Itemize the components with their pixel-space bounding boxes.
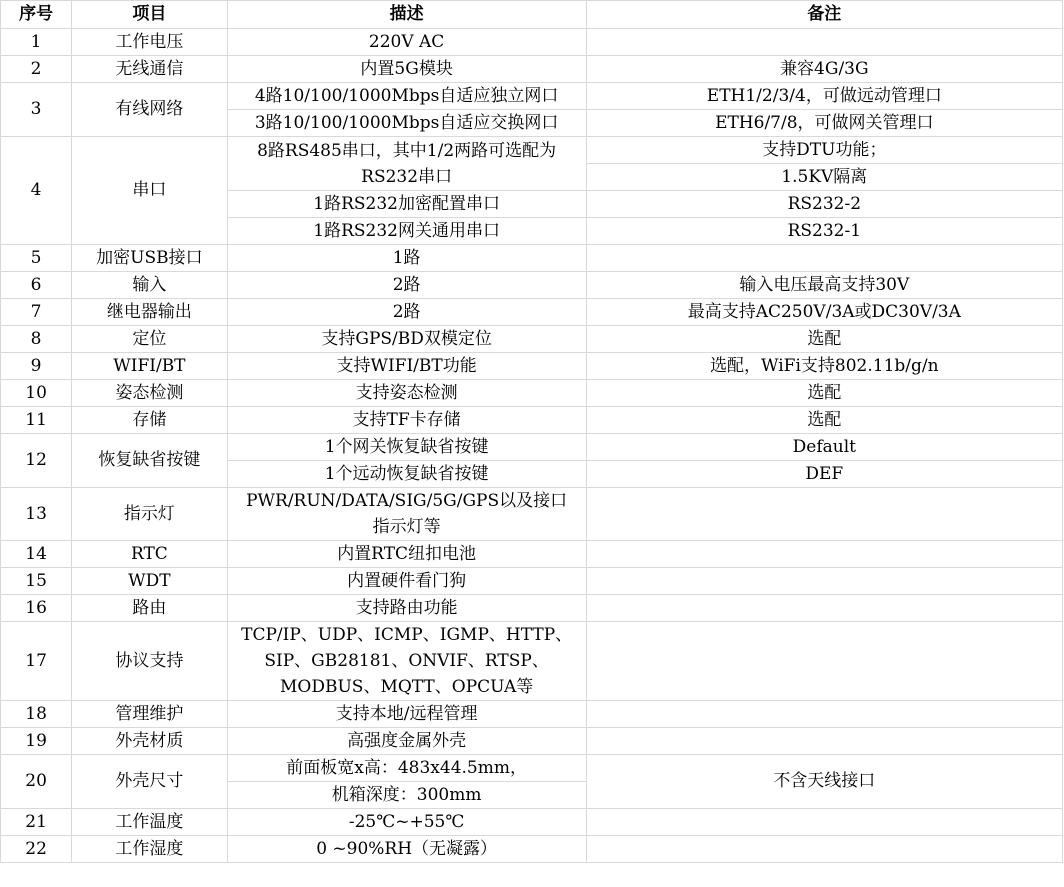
header-row: [1, 1, 1063, 29]
row-item: 串口: [72, 137, 227, 245]
row-note: 兼容4G/3G: [586, 56, 1062, 83]
row-desc: 内置硬件看门狗: [227, 568, 586, 595]
row-no: 21: [1, 809, 72, 836]
row-item: 无线通信: [72, 56, 227, 83]
row-item: 姿态检测: [72, 380, 227, 407]
row-note: [586, 728, 1062, 755]
row-note: [586, 541, 1062, 568]
row-item: 指示灯: [72, 488, 227, 541]
row-desc: 0 ~90%RH（无凝露）: [227, 836, 586, 863]
row-item: 输入: [72, 272, 227, 299]
row-desc: TCP/IP、UDP、ICMP、IGMP、HTTP、 SIP、GB28181、ONVIF、RTSP、 MODBUS、MQTT、OPCUA等: [227, 622, 586, 701]
row-no: 6: [1, 272, 72, 299]
table-row: [1, 353, 1063, 380]
row-desc: 1个网关恢复缺省按键: [227, 434, 586, 461]
row-desc: 高强度金属外壳: [227, 728, 586, 755]
row-note: 支持DTU功能；: [586, 137, 1062, 164]
row-desc: 8路RS485串口，其中1/2两路可选配为 RS232串口: [227, 137, 586, 191]
row-note: [586, 622, 1062, 701]
row-desc: 1路: [227, 245, 586, 272]
row-no: 17: [1, 622, 72, 701]
row-desc: PWR/RUN/DATA/SIG/5G/GPS以及接口 指示灯等: [227, 488, 586, 541]
row-item: 外壳材质: [72, 728, 227, 755]
row-desc: 支持TF卡存储: [227, 407, 586, 434]
row-item: 恢复缺省按键: [72, 434, 227, 488]
table-row: [1, 488, 1063, 541]
header-no: 序号: [1, 1, 72, 29]
table-row: [1, 407, 1063, 434]
table-row: [1, 29, 1063, 56]
row-note: ETH6/7/8，可做网关管理口: [586, 110, 1062, 137]
table-row: [1, 83, 1063, 110]
row-note: Default: [586, 434, 1062, 461]
row-note: DEF: [586, 461, 1062, 488]
row-item: 工作湿度: [72, 836, 227, 863]
row-no: 13: [1, 488, 72, 541]
row-desc: 内置5G模块: [227, 56, 586, 83]
row-item: 协议支持: [72, 622, 227, 701]
row-item: 工作温度: [72, 809, 227, 836]
table-row: [1, 326, 1063, 353]
row-no: 22: [1, 836, 72, 863]
row-no: 14: [1, 541, 72, 568]
header-note: 备注: [586, 1, 1062, 29]
row-note: ETH1/2/3/4，可做远动管理口: [586, 83, 1062, 110]
row-desc: 4路10/100/1000Mbps自适应独立网口: [227, 83, 586, 110]
row-no: 3: [1, 83, 72, 137]
row-desc: 机箱深度：300mm: [227, 782, 586, 809]
row-desc: 220V AC: [227, 29, 586, 56]
row-item: 加密USB接口: [72, 245, 227, 272]
row-desc: 支持WIFI/BT功能: [227, 353, 586, 380]
table-row: [1, 701, 1063, 728]
row-no: 1: [1, 29, 72, 56]
row-note: 选配: [586, 380, 1062, 407]
table-row: [1, 836, 1063, 863]
table-row: [1, 137, 1063, 164]
row-desc: 1路RS232加密配置串口: [227, 191, 586, 218]
row-note: 不含天线接口: [586, 755, 1062, 809]
row-desc: 支持路由功能: [227, 595, 586, 622]
row-no: 4: [1, 137, 72, 245]
row-desc: 1路RS232网关通用串口: [227, 218, 586, 245]
row-note: RS232-1: [586, 218, 1062, 245]
table-row: [1, 245, 1063, 272]
row-item: 路由: [72, 595, 227, 622]
table-row: [1, 622, 1063, 701]
row-no: 9: [1, 353, 72, 380]
table-row: [1, 595, 1063, 622]
table-row: [1, 728, 1063, 755]
row-desc: 3路10/100/1000Mbps自适应交换网口: [227, 110, 586, 137]
row-note: 选配，WiFi支持802.11b/g/n: [586, 353, 1062, 380]
row-no: 12: [1, 434, 72, 488]
row-item: 管理维护: [72, 701, 227, 728]
row-desc: 支持GPS/BD双模定位: [227, 326, 586, 353]
row-note: [586, 488, 1062, 541]
row-desc: 支持本地/远程管理: [227, 701, 586, 728]
row-no: 5: [1, 245, 72, 272]
row-no: 2: [1, 56, 72, 83]
row-note: [586, 701, 1062, 728]
row-no: 16: [1, 595, 72, 622]
row-no: 7: [1, 299, 72, 326]
row-note: RS232-2: [586, 191, 1062, 218]
row-desc: 内置RTC纽扣电池: [227, 541, 586, 568]
row-note: [586, 836, 1062, 863]
row-no: 15: [1, 568, 72, 595]
row-item: 定位: [72, 326, 227, 353]
table-row: [1, 299, 1063, 326]
row-item: WDT: [72, 568, 227, 595]
row-note: 输入电压最高支持30V: [586, 272, 1062, 299]
row-no: 19: [1, 728, 72, 755]
row-desc: 2路: [227, 272, 586, 299]
row-note: 最高支持AC250V/3A或DC30V/3A: [586, 299, 1062, 326]
row-desc: 支持姿态检测: [227, 380, 586, 407]
row-desc: -25℃~+55℃: [227, 809, 586, 836]
row-note: 选配: [586, 407, 1062, 434]
row-item: 有线网络: [72, 83, 227, 137]
row-desc: 前面板宽x高：483x44.5mm，: [227, 755, 586, 782]
table-row: [1, 380, 1063, 407]
row-item: 继电器输出: [72, 299, 227, 326]
table-row: [1, 541, 1063, 568]
table-row: [1, 755, 1063, 782]
row-note: [586, 568, 1062, 595]
table-row: [1, 272, 1063, 299]
row-item: 存储: [72, 407, 227, 434]
table-row: [1, 809, 1063, 836]
row-item: WIFI/BT: [72, 353, 227, 380]
row-note: [586, 245, 1062, 272]
header-item: 项目: [72, 1, 227, 29]
row-no: 8: [1, 326, 72, 353]
row-note: 1.5KV隔离: [586, 164, 1062, 191]
row-no: 10: [1, 380, 72, 407]
row-no: 20: [1, 755, 72, 809]
table-row: [1, 56, 1063, 83]
row-note: [586, 29, 1062, 56]
row-note: 选配: [586, 326, 1062, 353]
table-row: [1, 434, 1063, 461]
row-item: 工作电压: [72, 29, 227, 56]
row-no: 18: [1, 701, 72, 728]
header-desc: 描述: [227, 1, 586, 29]
row-no: 11: [1, 407, 72, 434]
row-note: [586, 809, 1062, 836]
row-desc: 1个远动恢复缺省按键: [227, 461, 586, 488]
row-item: 外壳尺寸: [72, 755, 227, 809]
row-desc: 2路: [227, 299, 586, 326]
row-note: [586, 595, 1062, 622]
table-row: [1, 568, 1063, 595]
row-item: RTC: [72, 541, 227, 568]
